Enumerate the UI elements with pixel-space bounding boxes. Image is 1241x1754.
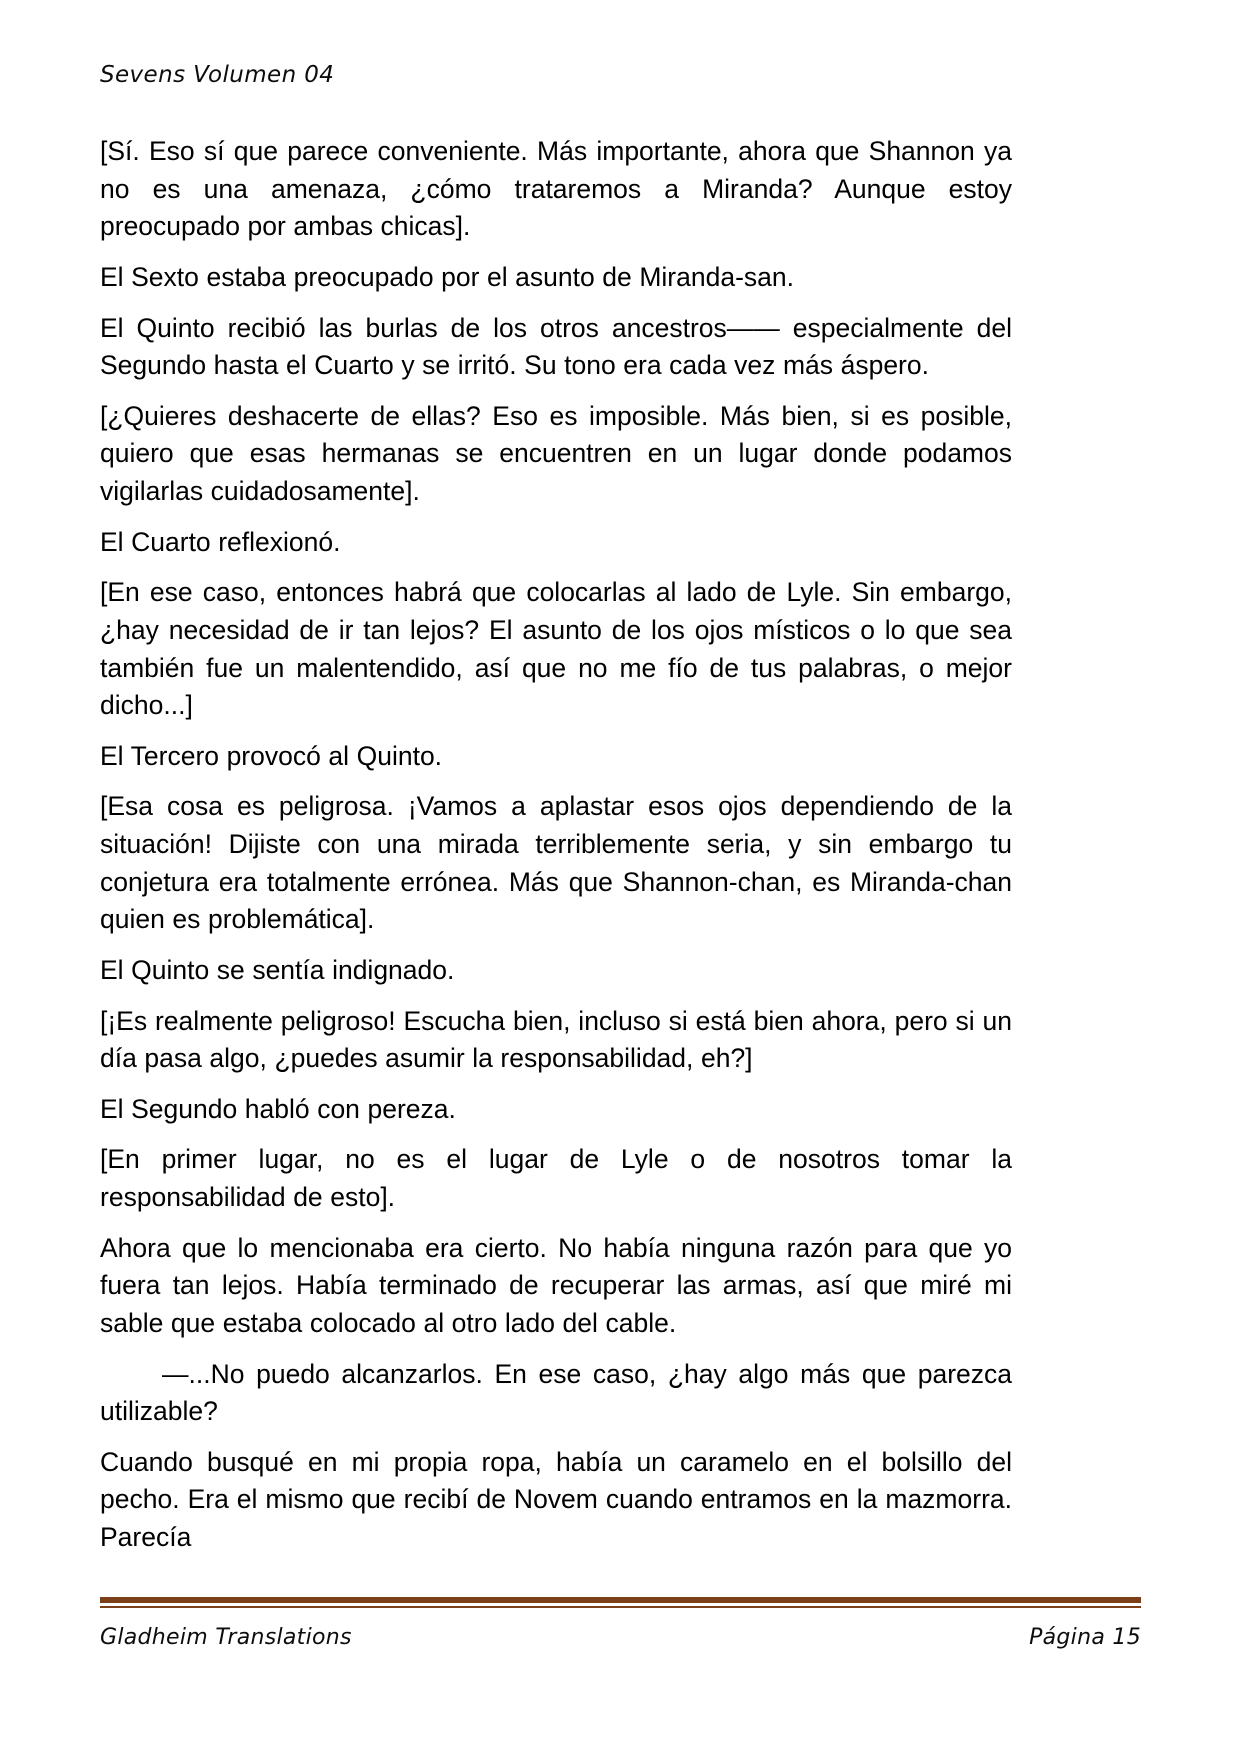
body-paragraph: Cuando busqué en mi propia ropa, había un caramelo en el bolsillo del pecho. Era el mismo que recibí de Novem cuando entramos en la mazmorra. Parecía: [100, 1446, 1012, 1552]
body-paragraph: [En primer lugar, no es el lugar de Lyle o de nosotros tomar la responsabilidad de esto].: [100, 1144, 1012, 1212]
body-paragraph: [¡Es realmente peligroso! Escucha bien, incluso si está bien ahora, pero si un día pasa algo, ¿puedes asumir la responsabilidad, eh?]: [100, 1005, 1012, 1074]
footer-page-number: Página 15: [1029, 1625, 1141, 1650]
header-title: Sevens Volumen 04: [100, 62, 335, 88]
body-paragraph: [¿Quieres deshacerte de ellas? Eso es imposible. Más bien, si es posible, quiero que esas hermanas se encuentren en un lugar donde podamos vigilarlas cuidadosamente].: [100, 400, 1012, 506]
body-paragraph: El Tercero provocó al Quinto.: [100, 740, 443, 771]
page-footer: [100, 1597, 1141, 1650]
body-paragraph: El Segundo habló con pereza.: [100, 1093, 456, 1124]
body-paragraph: [En ese caso, entonces habrá que colocarlas al lado de Lyle. Sin embargo, ¿hay necesidad de ir tan lejos? El asunto de los ojos místicos o lo que sea también fue un malentendido, así que no me fío de tus palabras, o mejor dicho...]: [100, 577, 1012, 721]
footer-row: [100, 1625, 1141, 1650]
body-paragraph: [Sí. Eso sí que parece conveniente. Más importante, ahora que Shannon ya no es una amenaza, ¿cómo trataremos a Miranda? Aunque estoy preocupado por ambas chicas].: [100, 136, 1012, 242]
body-paragraph: El Cuarto reflexionó.: [100, 526, 341, 557]
page-header: [100, 62, 1141, 102]
body-paragraph: El Quinto recibió las burlas de los otros ancestros—— especialmente del Segundo hasta el Cuarto y se irritó. Su tono era cada vez más áspero.: [100, 312, 1012, 381]
body-paragraph: Ahora que lo mencionaba era cierto. No había ninguna razón para que yo fuera tan lejos. Había terminado de recuperar las armas, así que miré mi sable que estaba colocado al otro lado del cable.: [100, 1232, 1012, 1338]
footer-translator-credit: Gladheim Translations: [100, 1625, 352, 1650]
body-paragraph: El Quinto se sentía indignado.: [100, 954, 455, 985]
body-paragraph: El Sexto estaba preocupado por el asunto de Miranda-san.: [100, 261, 794, 292]
body-paragraph: —...No puedo alcanzarlos. En ese caso, ¿hay algo más que parezca utilizable?: [100, 1358, 1012, 1427]
footer-divider-rule: [100, 1597, 1141, 1608]
body-text-block: [100, 133, 1012, 1570]
footer-rule-thin: [100, 1606, 1141, 1608]
body-paragraph: [Esa cosa es peligrosa. ¡Vamos a aplastar esos ojos dependiendo de la situación! Dijiste con una mirada terriblemente seria, y sin embargo tu conjetura era totalmente errónea. Más que Shannon-chan, es Miranda-chan quien es problemática].: [100, 791, 1012, 935]
